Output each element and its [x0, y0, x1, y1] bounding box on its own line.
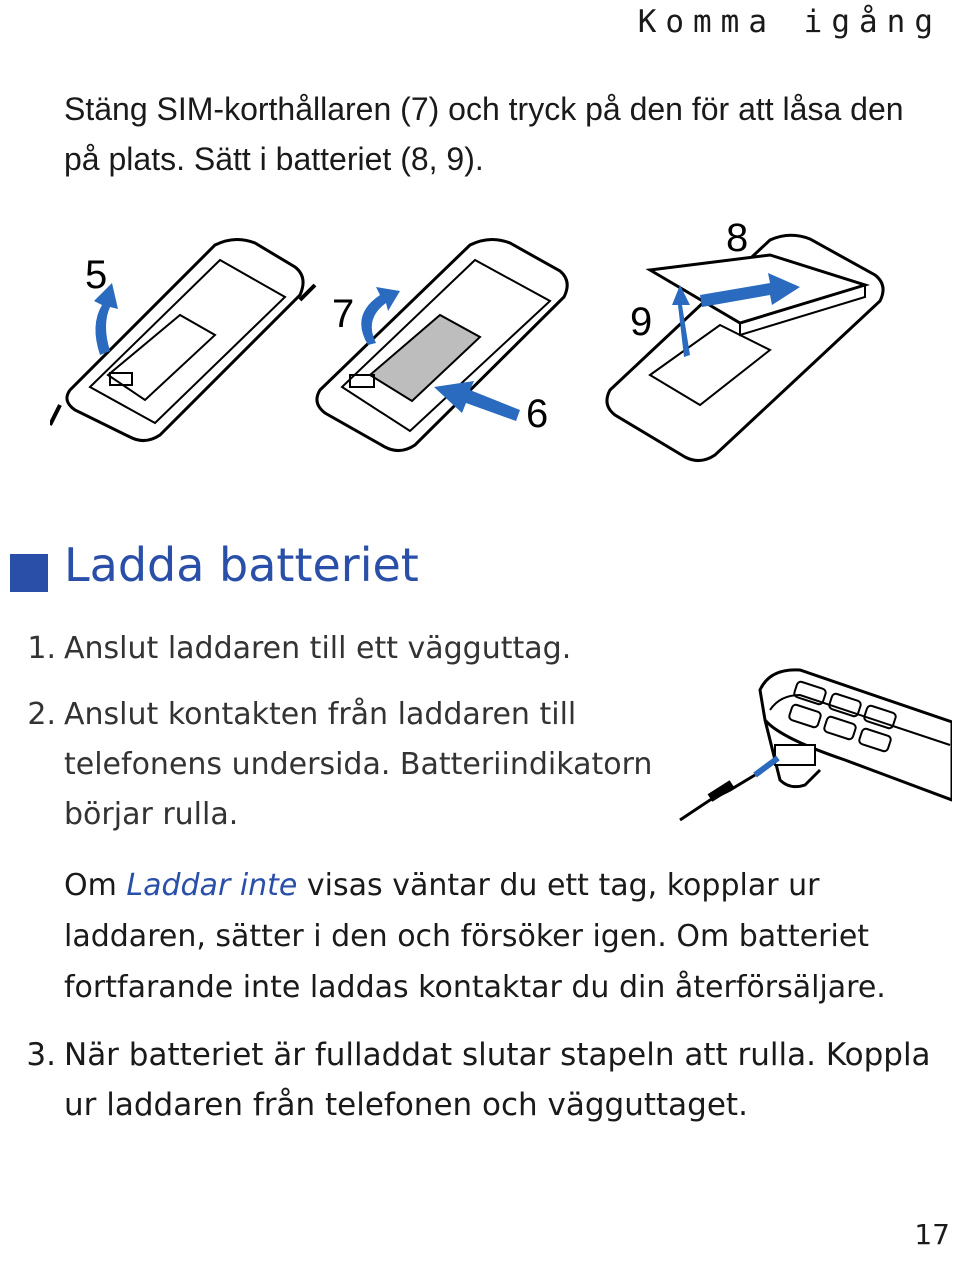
callout-8: 8	[726, 216, 749, 260]
step-number: 2.	[27, 697, 56, 732]
step-number: 3.	[26, 1037, 56, 1073]
note-text-end: visas väntar du ett tag, kopplar ur laddaren, sätter i den och försöker igen. Om batteriet fortfarande inte laddas kontaktar du din återförsäljare.	[64, 868, 886, 1005]
intro-paragraph: Stäng SIM-korthållaren (7) och tryck på den för att låsa den på plats. Sätt i batteriet (8, 9).	[64, 91, 904, 177]
status-text-laddar-inte: Laddar inte	[126, 868, 298, 903]
page-number: 17	[914, 1218, 950, 1251]
section-title: Ladda batteriet	[64, 538, 419, 592]
step-text: När batteriet är fulladdat slutar stapeln att rulla. Koppla ur laddaren från telefonen och vägguttaget.	[64, 1037, 931, 1123]
step-1	[27, 624, 572, 674]
note-text-start: Om	[64, 868, 127, 903]
charger-connection-illustration	[670, 650, 952, 830]
sim-battery-illustration	[50, 205, 950, 485]
callout-5: 5	[85, 253, 108, 297]
phone-back-3	[607, 235, 883, 460]
note-paragraph	[64, 860, 944, 1013]
heading-square-icon	[10, 554, 48, 592]
step-3	[26, 1030, 954, 1130]
callout-6: 6	[526, 392, 549, 436]
callout-7: 7	[332, 292, 355, 336]
step-text: Anslut laddaren till ett vägguttag.	[64, 631, 572, 666]
step-number: 1.	[27, 631, 56, 666]
step-2	[27, 690, 664, 840]
step-text: Anslut kontakten från laddaren till telefonens undersida. Batteriindikatorn börjar rulla.	[64, 697, 653, 832]
running-header: Komma igång	[637, 4, 942, 40]
callout-9: 9	[630, 300, 653, 344]
